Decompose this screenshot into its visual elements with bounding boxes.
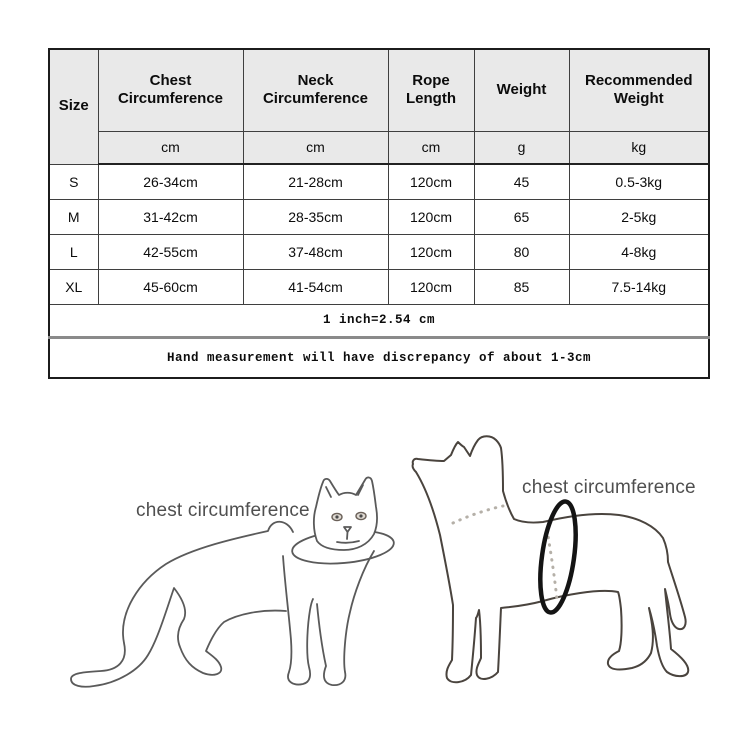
dog-line-drawing <box>400 420 720 720</box>
inch-conversion-note: 1 inch=2.54 cm <box>49 304 709 337</box>
unit-chest: cm <box>98 131 243 164</box>
cell-chest: 31-42cm <box>98 199 243 234</box>
cell-recommended: 7.5-14kg <box>569 269 709 304</box>
cell-chest: 42-55cm <box>98 234 243 269</box>
note-row-inch <box>49 304 709 337</box>
cell-weight: 80 <box>474 234 569 269</box>
cell-weight: 65 <box>474 199 569 234</box>
cell-chest: 45-60cm <box>98 269 243 304</box>
cat-head <box>314 477 377 550</box>
dog-neck-dotted-line <box>453 506 503 523</box>
cell-neck: 37-48cm <box>243 234 388 269</box>
unit-weight: g <box>474 131 569 164</box>
cat-chest-circumference-label: chest circumference <box>136 500 310 521</box>
cell-recommended: 0.5-3kg <box>569 164 709 199</box>
table-row-xl <box>49 269 709 304</box>
units-row <box>49 131 709 164</box>
cell-size: XL <box>49 269 98 304</box>
cat-pupil-left <box>335 515 338 518</box>
table-row-l <box>49 234 709 269</box>
header-row <box>49 49 709 131</box>
table-row-m <box>49 199 709 234</box>
cat-philtrum <box>347 532 348 539</box>
cell-neck: 28-35cm <box>243 199 388 234</box>
column-header-size: Size <box>49 49 98 164</box>
cell-rope: 120cm <box>388 199 474 234</box>
cell-size: L <box>49 234 98 269</box>
unit-neck: cm <box>243 131 388 164</box>
column-header-weight: Weight <box>474 49 569 131</box>
cat-pupil-right <box>359 514 362 517</box>
unit-recommended: kg <box>569 131 709 164</box>
note-row-hand <box>49 337 709 378</box>
column-header-recommended: Recommended Weight <box>569 49 709 131</box>
table-row-s <box>49 164 709 199</box>
cell-size: M <box>49 199 98 234</box>
cell-size: S <box>49 164 98 199</box>
dog-chest-dotted-line <box>547 530 557 600</box>
size-chart-table <box>48 48 710 379</box>
cell-chest: 26-34cm <box>98 164 243 199</box>
column-header-neck: Neck Circumference <box>243 49 388 131</box>
cell-rope: 120cm <box>388 269 474 304</box>
cell-neck: 41-54cm <box>243 269 388 304</box>
cat-body-outline <box>71 522 293 687</box>
cell-recommended: 4-8kg <box>569 234 709 269</box>
cell-rope: 120cm <box>388 164 474 199</box>
cat-front-leg-left <box>283 556 313 685</box>
unit-rope: cm <box>388 131 474 164</box>
dog-chest-circumference-label: chest circumference <box>522 477 696 498</box>
column-header-rope: Rope Length <box>388 49 474 131</box>
cell-weight: 45 <box>474 164 569 199</box>
cell-recommended: 2-5kg <box>569 199 709 234</box>
cell-weight: 85 <box>474 269 569 304</box>
column-header-chest: Chest Circumference <box>98 49 243 131</box>
cell-neck: 21-28cm <box>243 164 388 199</box>
cat-line-drawing <box>60 420 400 720</box>
cell-rope: 120cm <box>388 234 474 269</box>
cat-front-leg-right <box>317 551 374 685</box>
hand-measurement-note: Hand measurement will have discrepancy of about 1-3cm <box>49 337 709 378</box>
